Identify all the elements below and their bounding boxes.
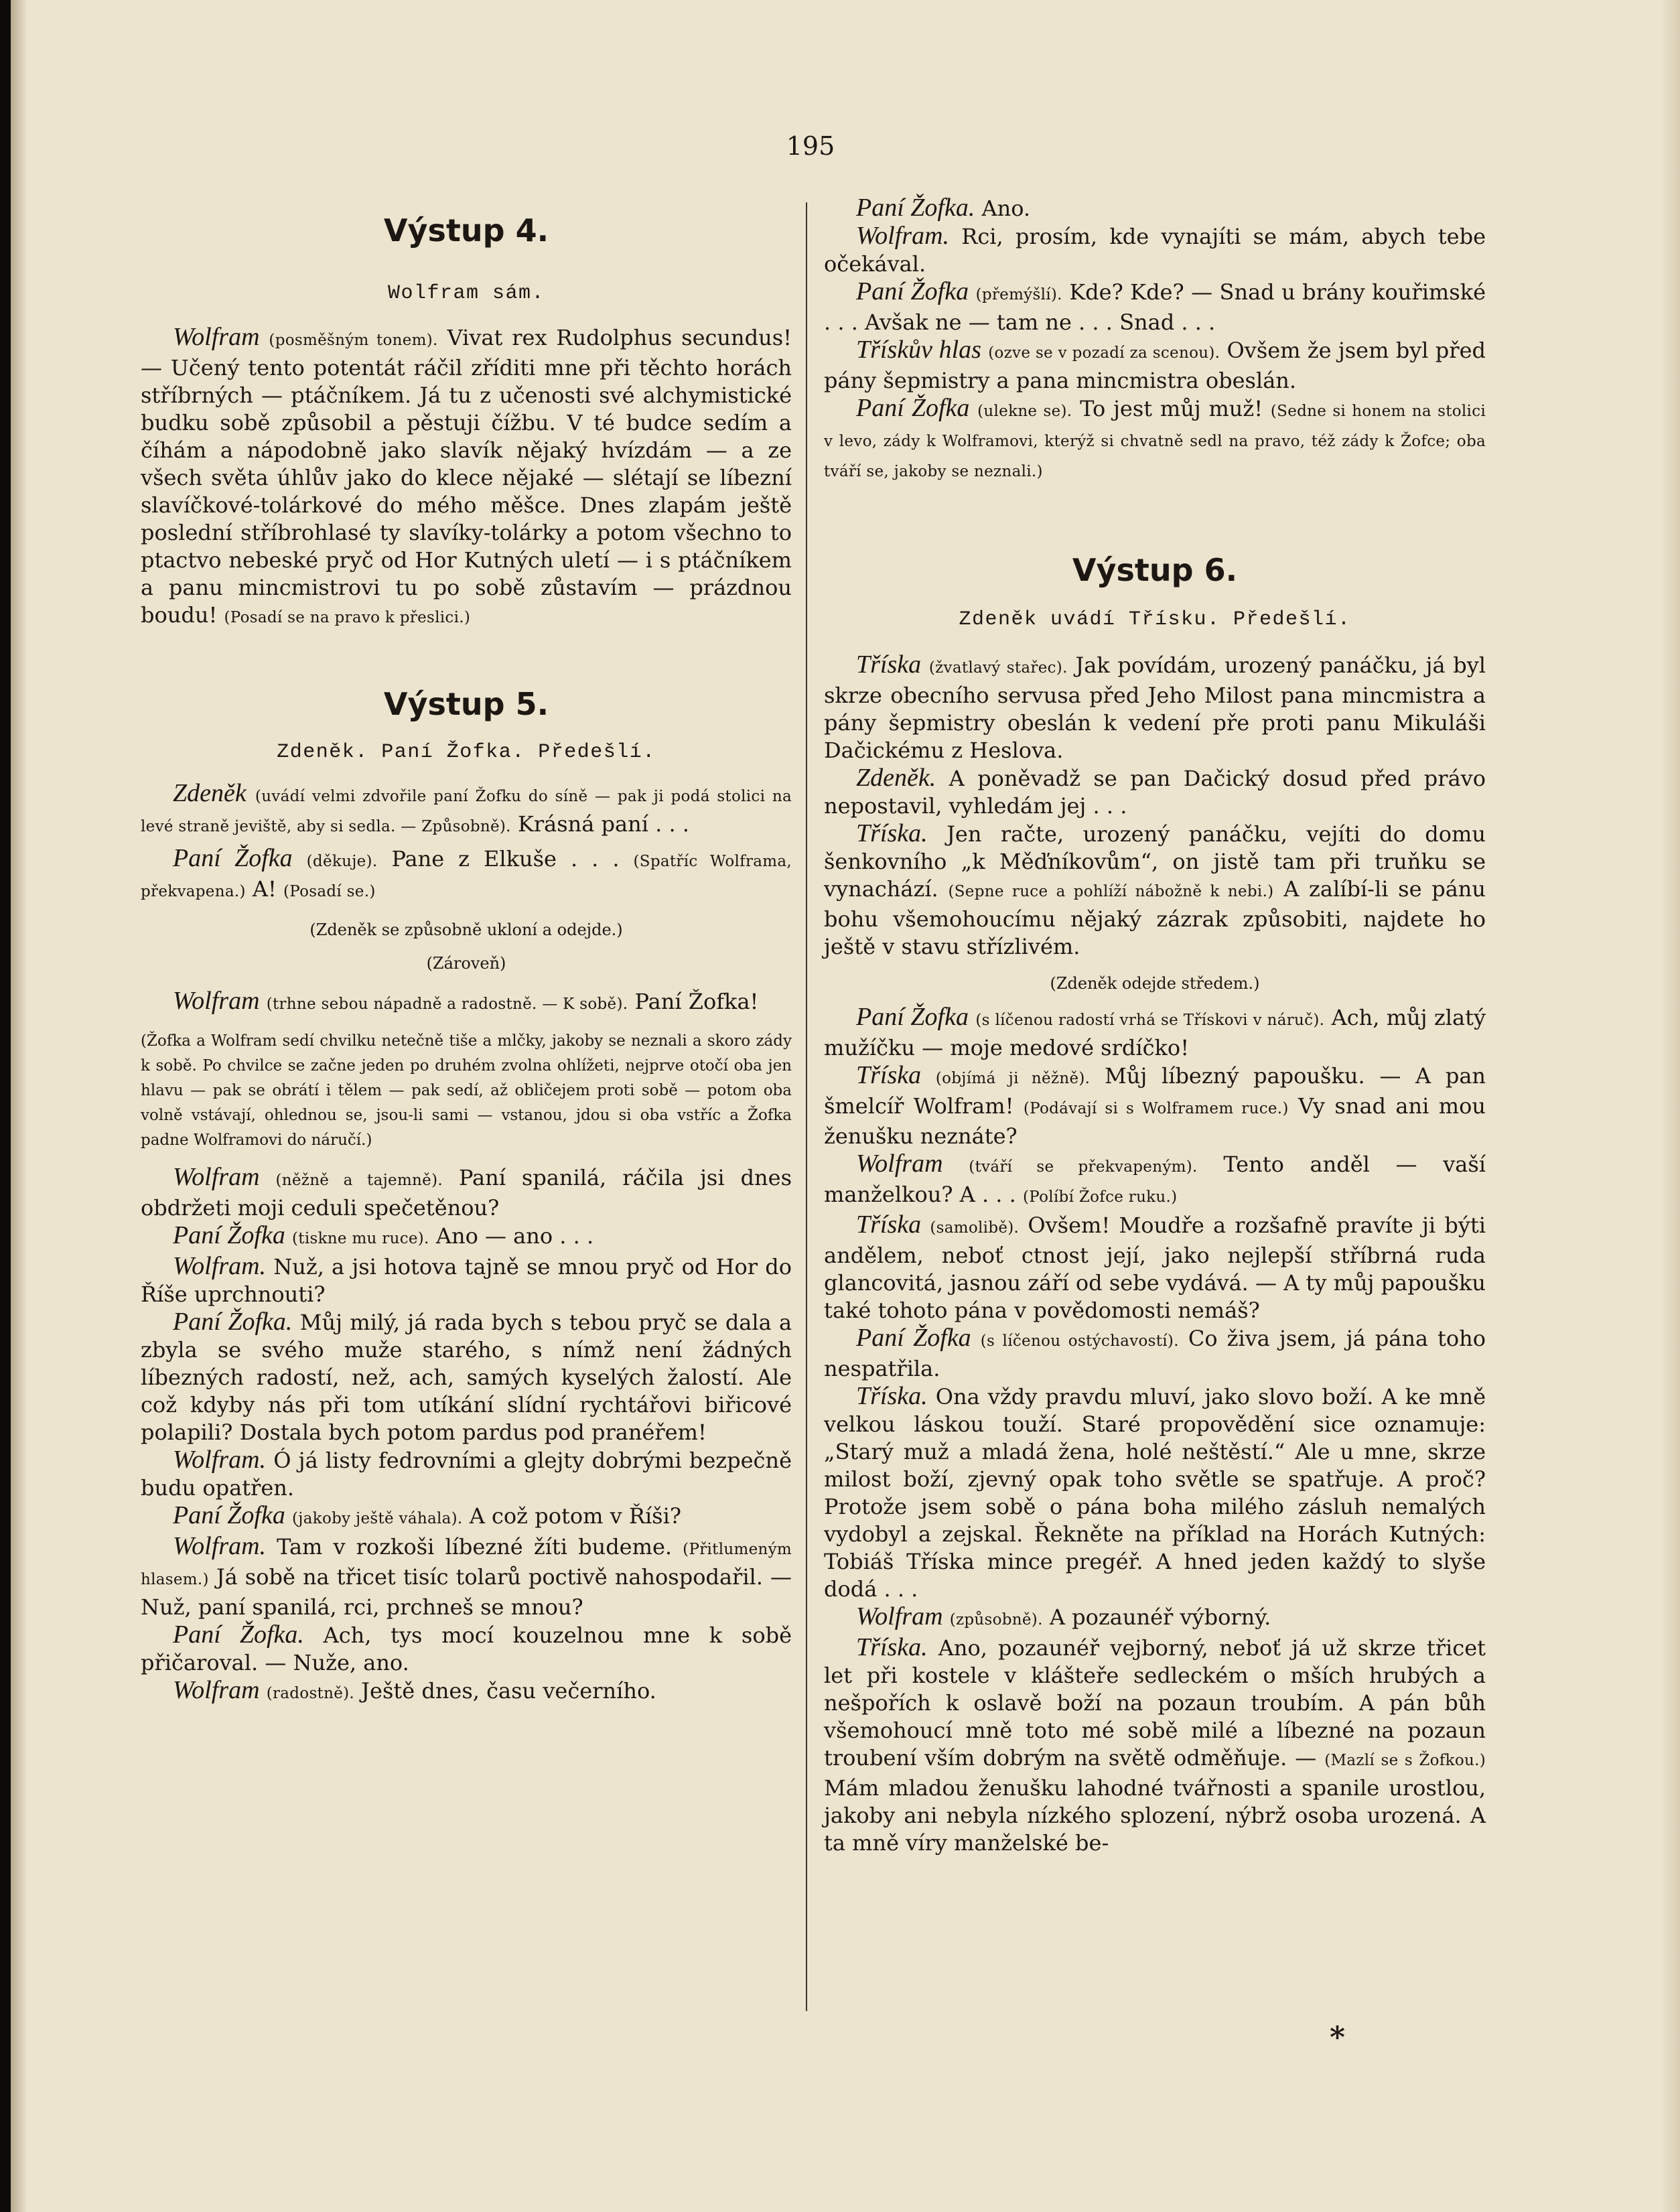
speech-text: Vy snad ani mou ženušku neznáte? (824, 1093, 1486, 1149)
speech-text: Můj líbezný papoušku. — A pan šmelcíř Wolfram! (824, 1063, 1486, 1119)
speech-text: Co živa jsem, já pána toho nespatřila. (824, 1326, 1486, 1381)
stage-direction: (přemýšlí). (975, 286, 1062, 303)
speaker: Wolfram. (856, 222, 950, 250)
speech-zofka-3 (141, 1308, 792, 1446)
speech-text: Ovšem! Moudře a rozšafně pravíte ji býti andělem, neboť ctnost její, jako nejlepší stříbrná ruda glancovitá, jasnou září od sebe vydává. — A ty můj papoušku také tohoto pána v povědomosti nemáš? (824, 1213, 1486, 1323)
speech-zofka-6 (824, 194, 1486, 222)
speech-zdenek-1 (141, 780, 792, 841)
stage-direction: (posměšným tonem). (269, 332, 438, 349)
speech-text: A poněvadž se pan Dačický dosud před právo nepostavil, vyhledám jej . . . (824, 766, 1486, 819)
speaker: Tříska. (856, 1633, 928, 1661)
speaker: Wolfram. (173, 1446, 267, 1474)
stage-direction: (děkuje). (306, 853, 378, 870)
speech-zofka-7 (824, 278, 1486, 336)
speech-zofka-9 (824, 1004, 1486, 1062)
speech-zofka-5 (141, 1621, 792, 1677)
stage-direction: (samolibě). (930, 1219, 1020, 1237)
speech-text: Paní spanilá, ráčila jsi dnes obdržeti moji ceduli spečetěnou? (141, 1165, 792, 1221)
speech-wolfram-2 (141, 987, 792, 1018)
speech-text: A zalíbí-li se pánu bohu všemohoucímu nějaký zázrak způsobiti, najdete ho ještě v stavu střízlivém. (824, 876, 1486, 959)
speech-text: Ano. (981, 196, 1031, 221)
speech-text: Rci, prosím, kde vynajíti se mám, abych tebe očekával. (824, 224, 1486, 277)
speech-text: Ano, pozaunéř vejborný, neboť já už skrze třicet let při kostele v klášteře sedleckém o mších hrubých a nešpořích k oslavě boží na pozaun troubím. A pán bůh všemohoucí mně toto mé sobě milé a líbezné na pozaun troubení vším dobrým na světě odměňuje. — (824, 1635, 1486, 1771)
speech-text: Tam v rozkoši líbezné žíti budeme. (277, 1534, 673, 1560)
speaker: Paní Žofka (173, 1221, 285, 1249)
speech-text: Kde? Kde? — Snad u brány kouřimské . . . Avšak ne — tam ne . . . Snad . . . (824, 279, 1486, 335)
speaker: Paní Žofka (856, 1324, 971, 1352)
stage-direction: (trhne sebou nápadně a radostně. — K sobě). (266, 995, 628, 1013)
stage-direction: (Sedne si honem na stolici v levo, zády k Wolframovi, kterýž si chvatně sedl na pravo, též zády k Žofce; oba tváří se, jakoby se neznali.) (824, 403, 1486, 480)
speech-text: Paní Žofka! (634, 989, 759, 1014)
speaker: Paní Žofka (856, 394, 970, 422)
binding-gutter (0, 0, 11, 2212)
stage-direction: (Podávají si s Wolframem ruce.) (1023, 1100, 1289, 1117)
scene-5-heading: Výstup 5. (383, 686, 549, 722)
stage-direction: (způsobně). (949, 1611, 1043, 1629)
speaker: Wolfram (856, 1150, 943, 1178)
speech-text: Ještě dnes, času večerního. (361, 1678, 656, 1704)
stage-direction: (s líčenou radostí vrhá se Třískovi v náruč). (975, 1012, 1325, 1029)
speech-wolfram-7 (141, 1677, 792, 1708)
speech-triska-5 (824, 1383, 1486, 1603)
speech-text: Ó já listy fedrovními a glejty dobrými bezpečně budu opatřen. (141, 1448, 792, 1501)
speaker: Tříska (856, 1061, 922, 1089)
speaker: Zdeněk (173, 779, 247, 807)
stage-direction: (žvatlavý stařec). (928, 659, 1068, 677)
scene-6-heading: Výstup 6. (1072, 552, 1238, 588)
stage-note-simultaneous: (Zároveň) (426, 954, 506, 973)
stage-direction: (ulekne se). (977, 403, 1072, 420)
speech-text: Já sobě na třicet tisíc tolarů poctivě nahospodařil. — Nuž, paní spanilá, rci, prchneš se mnou? (141, 1564, 792, 1620)
speech-text: Jak povídám, urozený panáčku, já byl skrze obecního servusa před Jeho Milost pana mincmistra a pány šepmistry obeslán k vedení pře proti panu Mikuláši Dačickému z Heslova. (824, 652, 1486, 763)
stage-direction: (Posadí se na pravo k přeslici.) (224, 609, 471, 626)
speech-zofka-4 (141, 1502, 792, 1533)
speech-wolfram-9 (824, 1150, 1486, 1211)
footer-asterisk: * (1330, 2020, 1346, 2055)
speaker: Paní Žofka. (173, 1620, 304, 1649)
column-divider (806, 202, 807, 2011)
speaker: Tříska (856, 650, 922, 679)
speech-text: Tento anděl — vaší manželkou? A . . . (824, 1152, 1486, 1207)
speech-zofka-1 (141, 845, 792, 906)
stage-direction: (uvádí velmi zdvořile paní Žofku do síně — pak ji podá stolici na levé straně jeviště, aby si sedla. — Způsobně). (141, 788, 792, 835)
stage-direction: (Políbí Žofce ruku.) (1022, 1188, 1178, 1206)
speech-triska-1 (824, 651, 1486, 764)
speech-wolfram-1 (141, 324, 792, 632)
right-column (824, 194, 1486, 1857)
scene-4-persons: Wolfram sám. (387, 282, 545, 305)
speaker: Tříska. (856, 1382, 928, 1410)
speaker: Třískův hlas (856, 336, 981, 364)
speech-text: Vivat rex Rudolphus secundus! — Učený tento potentát ráčil zříditi mne při těchto horách stříbrných — ptáčníkem. Já tu z učenosti své alchymistické budku sobě způsobil a pěstuji čížbu. V té budce sedím a číhám a nápodobně jako slavík nějaký hvízdám — a ze všech světa úhlův jako do klece nějaké — slétají se líbezní slavíčkové-tolárkové do mého měšce. Dnes zlapám ještě poslední stříbrohlasé ty slavíky-tolárky a potom všechno to ptactvo nebeské pryč od Hor Kutných uletí — i s ptáčníkem a panu mincmistrovi tu po sobě zůstavím — prázdnou boudu! (141, 325, 792, 628)
speaker: Zdeněk. (856, 764, 936, 792)
stage-note-block: (Žofka a Wolfram sedí chvilku netečně tiše a mlčky, jakoby se neznali a skoro zády k sobě. Po chvilce se začne jeden po druhém zvolna ohlížeti, nejprve otočí oba jen hlavu — pak se obrátí i tělem — pak sedí, až obličejem proti sobě — potom oba volně vstávají, ohlednou se, jsou-li sami — vstanou, jdou si oba vstříc a Žofka padne Wolframovi do náručí.) (141, 1032, 792, 1149)
speech-text: Ach, tys mocí kouzelnou mne k sobě přičaroval. — Nuže, ano. (141, 1622, 792, 1675)
scene-5-persons: Zdeněk. Paní Žofka. Předešlí. (277, 741, 656, 764)
speech-text: Ovšem že jsem byl před pány šepmistry a pana mincmistra obeslán. (824, 338, 1486, 393)
speech-text: Můj milý, já rada bych s tebou pryč se dala a zbyla se svého muže starého, s nímž není žádných líbezných radostí, než, ach, samých kyselých žalostí. Ale což kdyby nás při tom utíkání slídní rychtářovi biřicové polapili? Dostala bych potom pardus pod pranéřem! (141, 1310, 792, 1445)
speaker: Tříska (856, 1211, 922, 1239)
speaker: Wolfram. (173, 1532, 267, 1560)
speech-triska-6 (824, 1634, 1486, 1857)
stage-direction: (ozve se v pozadí za scenou). (988, 344, 1220, 362)
speaker: Wolfram. (173, 1252, 267, 1280)
speech-zofka-2 (141, 1222, 792, 1253)
speaker: Wolfram (173, 323, 260, 351)
speech-text: Ach, můj zlatý mužíčku — moje medové srdíčko! (824, 1005, 1486, 1060)
speech-text: To jest můj muž! (1080, 396, 1263, 421)
stage-direction: (tváří se překvapeným). (969, 1158, 1198, 1176)
speech-wolfram-10 (824, 1603, 1486, 1634)
speaker: Paní Žofka (173, 1501, 285, 1529)
speaker: Tříska. (856, 819, 928, 847)
stage-note-exit: (Zdeněk se způsobně ukloní a odejde.) (309, 920, 623, 939)
speaker: Wolfram (173, 1163, 260, 1191)
stage-direction: (jakoby ještě váhala). (292, 1510, 463, 1527)
speech-wolfram-8 (824, 222, 1486, 278)
speech-text: Ano — ano . . . (435, 1223, 594, 1249)
speech-text: Pane z Elkuše . . . (391, 846, 620, 872)
speech-wolfram-3 (141, 1164, 792, 1222)
speaker: Paní Žofka. (173, 1308, 293, 1336)
speech-text: A! (252, 876, 277, 902)
stage-direction: (Přitlumeným hlasem.) (141, 1541, 792, 1588)
speaker: Wolfram (173, 987, 260, 1015)
stage-direction: (objímá ji něžně). (935, 1070, 1091, 1087)
stage-note-zdenek-exit: (Zdeněk odejde středem.) (1050, 974, 1260, 993)
speech-zofka-10 (824, 1324, 1486, 1383)
speaker: Paní Žofka (173, 844, 293, 872)
speaker: Paní Žofka. (856, 194, 975, 222)
scene-4-heading: Výstup 4. (383, 212, 549, 249)
speech-zofka-8 (824, 395, 1486, 486)
speech-wolfram-5 (141, 1446, 792, 1502)
stage-direction: (Sepne ruce a pohlíží nábožně k nebi.) (948, 883, 1274, 900)
speech-text: Nuž, a jsi hotova tajně se mnou pryč od Hor do Říše uprchnouti? (141, 1254, 792, 1307)
stage-direction: (Spatříc Wolframa, překvapena.) (141, 853, 792, 900)
speech-triska-4 (824, 1211, 1486, 1324)
speaker: Paní Žofka (856, 277, 969, 305)
stage-direction: (Mazlí se s Žofkou.) (1324, 1752, 1486, 1769)
speech-wolfram-4 (141, 1253, 792, 1308)
speech-triska-2 (824, 820, 1486, 961)
speech-text: Ona vždy pravdu mluví, jako slovo boží. A ke mně velkou láskou touží. Staré propovědění sice oznamuje: „Starý muž a mladá žena, holé neštěstí.“ Ale u mne, skrze milost boží, zjevný opak toho světle se spatřuje. A proč? Protože jsem sobě o pána boha milého zásluh nemalých vydobyl a zejskal. Řekněte na příklad na Horách Kutných: Tobiáš Tříska mince pregéř. A hned jeden každý to slyše dodá . . . (824, 1384, 1486, 1602)
speech-text: A pozaunéř výborný. (1049, 1604, 1271, 1630)
left-column (141, 194, 792, 1708)
scene-6-persons: Zdeněk uvádí Třísku. Předešlí. (959, 608, 1351, 631)
binding-shadow (11, 0, 25, 2212)
stage-direction: (s líčenou ostýchavostí). (980, 1332, 1179, 1350)
speech-zdenek-2 (824, 764, 1486, 820)
speech-text: A což potom v Říši? (469, 1503, 681, 1529)
speech-text: Krásná paní . . . (517, 811, 689, 837)
speech-wolfram-6 (141, 1533, 792, 1621)
stage-direction: (něžně a tajemně). (275, 1172, 443, 1189)
page-number: 195 (786, 131, 835, 161)
speaker: Wolfram (173, 1676, 260, 1704)
stage-direction: (radostně). (266, 1685, 354, 1702)
page-edge (1660, 0, 1680, 2212)
speech-text: Mám mladou ženušku lahodné tvářnosti a spanile urostlou, jakoby ani nebyla nízkého splození, nýbrž osoba urozená. A ta mně víry manželské be- (824, 1775, 1486, 1856)
speech-triska-voice (824, 336, 1486, 395)
speech-text: Jen račte, urozený panáčku, vejíti do domu šenkovního „k Měďníkovům“, on jistě tam při truňku se vynachází. (824, 821, 1486, 902)
stage-direction: (Posadí se.) (283, 883, 376, 900)
speech-triska-3 (824, 1062, 1486, 1150)
speaker: Wolfram (856, 1602, 943, 1631)
speaker: Paní Žofka (856, 1003, 969, 1031)
stage-direction: (tiskne mu ruce). (292, 1230, 429, 1247)
